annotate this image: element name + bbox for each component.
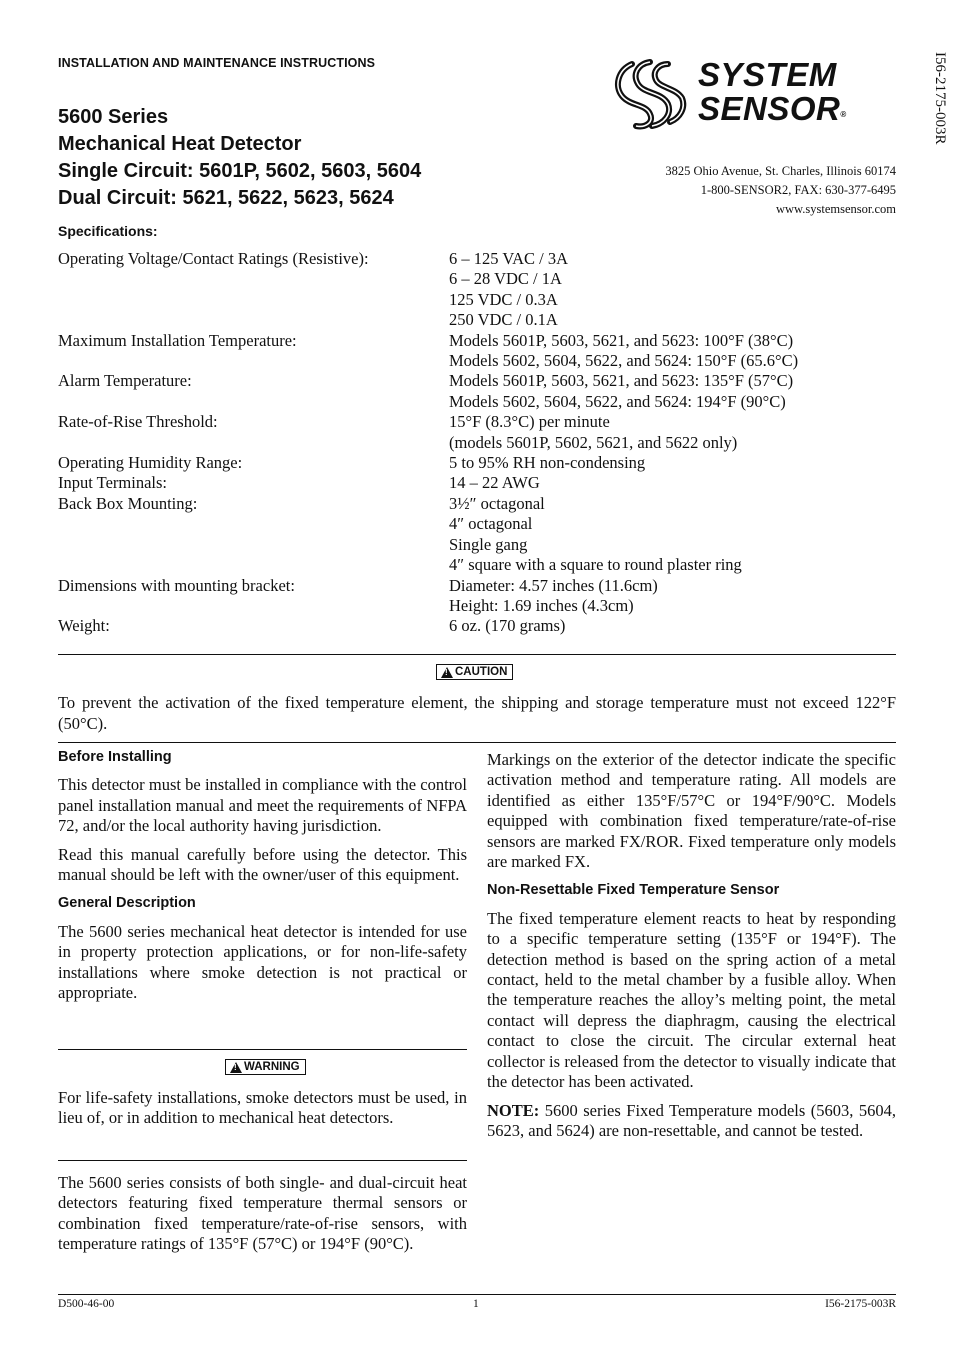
logo-wordmark xyxy=(698,58,847,126)
title-line: 5600 Series xyxy=(58,106,169,128)
spec-values xyxy=(449,616,565,636)
spec-label: Alarm Temperature: xyxy=(58,371,192,391)
spec-label: Rate-of-Rise Threshold: xyxy=(58,412,218,432)
series-paragraph: The 5600 series consists of both single- and dual-circuit heat detectors featuring fixed temperature thermal sensors or combination fixed temperature/rate-of-rise sensors, with temperature ratings of 135°F (57°C) or 194°F (90°C). xyxy=(58,1173,467,1254)
specifications-heading: Specifications: xyxy=(58,223,158,239)
caution-badge xyxy=(436,664,513,683)
non-resettable-heading: Non-Resettable Fixed Temperature Sensor xyxy=(487,882,780,899)
series-block xyxy=(58,1173,467,1263)
caution-label: CAUTION xyxy=(455,666,508,678)
spec-row xyxy=(58,412,898,453)
title-line: Mechanical Heat Detector xyxy=(58,133,302,155)
section-divider xyxy=(58,742,896,743)
spec-value: (models 5601P, 5602, 5621, and 5622 only) xyxy=(449,432,738,452)
specifications-table xyxy=(58,249,898,637)
title-line: Single Circuit: 5601P, 5602, 5603, 5604 xyxy=(58,160,422,182)
spec-value: 3½″ octagonal xyxy=(449,493,545,513)
footer-divider xyxy=(58,1294,896,1295)
footer-left: D500-46-00 xyxy=(58,1298,115,1310)
spec-row xyxy=(58,453,898,473)
spec-row xyxy=(58,249,898,331)
spec-label: Operating Voltage/Contact Ratings (Resistive): xyxy=(58,249,369,268)
website-link[interactable]: www.systemsensor.com xyxy=(775,202,896,216)
spec-row xyxy=(58,616,898,636)
note-paragraph xyxy=(487,1101,896,1142)
before-installing-heading: Before Installing xyxy=(58,749,172,765)
spec-label: Maximum Installation Temperature: xyxy=(58,330,297,350)
warning-badge xyxy=(225,1059,306,1078)
page-title xyxy=(58,104,421,212)
spec-values xyxy=(449,494,742,576)
warning-triangle-icon xyxy=(230,1062,242,1073)
company-logo xyxy=(612,56,902,136)
general-description-heading: General Description xyxy=(58,895,196,912)
spec-value: Height: 1.69 inches (4.3cm) xyxy=(449,595,634,615)
spec-values xyxy=(449,473,540,493)
general-description-paragraph: The 5600 series mechanical heat detector is intended for use in property protection applications, or for non-life-safety installations where smoke detection is not practical or appropriate. xyxy=(58,921,467,1003)
spec-value: Diameter: 4.57 inches (11.6cm) xyxy=(449,575,658,595)
left-column xyxy=(58,747,467,1011)
spec-row xyxy=(58,494,898,576)
spec-value: 4″ octagonal xyxy=(449,514,533,534)
spec-value: 14 – 22 AWG xyxy=(449,473,540,493)
spec-value: 6 oz. (170 grams) xyxy=(449,616,566,636)
spec-values xyxy=(449,412,737,453)
non-resettable-paragraph: The fixed temperature element reacts to heat by responding to a specific temperature setting (135°F or 194°F). The detection method is based on the spring action of a metal contact, held to the metal chamber by a fusible alloy. When the temperature reaches the alloy’s melting point, the metal contact will depress the diaphragm, causing the electrical contact to close the circuit. The circular external heat collector is released from the detector to visually indicate that the detector has been activated. xyxy=(487,908,896,1092)
address-line: 3825 Ohio Avenue, St. Charles, Illinois 60174 xyxy=(665,164,896,178)
spec-value: 6 – 28 VDC / 1A xyxy=(449,269,562,289)
vertical-doc-number: I56-2175-003R xyxy=(932,52,948,145)
spec-values xyxy=(449,371,793,412)
caution-text: To prevent the activation of the fixed temperature element, the shipping and storage temperature must not exceed 122°F (50°C). xyxy=(58,693,896,733)
spec-values xyxy=(449,453,645,473)
warning-label: WARNING xyxy=(244,1061,300,1073)
spec-value: Models 5602, 5604, 5622, and 5624: 194°F (90°C) xyxy=(449,391,786,411)
spec-row xyxy=(58,473,898,493)
registered-mark: ® xyxy=(840,110,847,119)
markings-paragraph: Markings on the exterior of the detector indicate the specific activation method and temperature rating. All models are identified as either 135°F/57°C or 194°F/90°C. Models equipped with combination fixed temperature/rate-of-rise sensors are marked FX/ROR. Fixed temperature only models are marked FX. xyxy=(487,750,896,872)
spec-row xyxy=(58,576,898,617)
spec-label: Operating Humidity Range: xyxy=(58,453,243,473)
spec-label: Input Terminals: xyxy=(58,473,167,493)
spec-row xyxy=(58,371,898,412)
spec-label: Back Box Mounting: xyxy=(58,493,198,513)
note-text: 5600 series Fixed Temperature models (5603, 5604, 5623, and 5624) are non-resettable, and cannot be tested. xyxy=(487,1100,896,1140)
spec-value: 125 VDC / 0.3A xyxy=(449,289,558,309)
spec-label: Weight: xyxy=(58,616,110,636)
logo-line-2: SENSOR xyxy=(698,90,841,127)
before-installing-paragraph: This detector must be installed in compliance with the control panel installation manual and meet the requirements of NFPA 72, and/or the local authority having jurisdiction. xyxy=(58,775,467,836)
company-address xyxy=(665,162,896,219)
spec-value: 250 VDC / 0.1A xyxy=(449,310,558,330)
page-number: 1 xyxy=(473,1298,479,1310)
spec-values xyxy=(449,249,568,331)
spec-value: 4″ square with a square to round plaster ring xyxy=(449,555,742,575)
address-line: 1-800-SENSOR2, FAX: 630-377-6495 xyxy=(700,183,896,197)
section-divider xyxy=(58,1160,467,1161)
spec-value: 15°F (8.3°C) per minute xyxy=(449,412,610,432)
spec-value: 5 to 95% RH non-condensing xyxy=(449,453,646,473)
spec-value: Models 5602, 5604, 5622, and 5624: 150°F (65.6°C) xyxy=(449,351,799,371)
spec-row xyxy=(58,331,898,372)
before-installing-paragraph: Read this manual carefully before using the detector. This manual should be left with the owner/user of this equipment. xyxy=(58,844,467,885)
spec-value: Models 5601P, 5603, 5621, and 5623: 135°F (57°C) xyxy=(449,371,794,391)
section-divider xyxy=(58,1049,467,1050)
instructions-label: INSTALLATION AND MAINTENANCE INSTRUCTIONS xyxy=(58,56,376,70)
warning-block xyxy=(58,1088,467,1137)
spec-values xyxy=(449,331,798,372)
spec-values xyxy=(449,576,658,617)
spec-value: Models 5601P, 5603, 5621, and 5623: 100°F (38°C) xyxy=(449,330,794,350)
footer-right: I56-2175-003R xyxy=(825,1298,896,1310)
title-line: Dual Circuit: 5621, 5622, 5623, 5624 xyxy=(58,187,394,209)
note-label: NOTE: xyxy=(487,1100,540,1120)
logo-line-1: SYSTEM xyxy=(698,56,837,93)
logo-swirl-icon xyxy=(612,56,692,132)
warning-triangle-icon xyxy=(441,667,453,678)
spec-label: Dimensions with mounting bracket: xyxy=(58,575,295,595)
spec-value: 6 – 125 VAC / 3A xyxy=(449,249,569,268)
spec-value: Single gang xyxy=(449,534,528,554)
warning-text: For life-safety installations, smoke detectors must be used, in lieu of, or in addition to mechanical heat detectors. xyxy=(58,1088,467,1128)
section-divider xyxy=(58,654,896,655)
right-column xyxy=(487,750,896,1149)
